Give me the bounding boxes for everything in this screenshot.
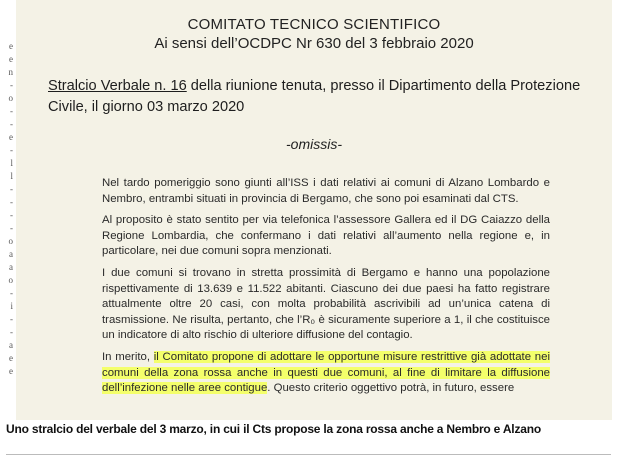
strip-char: - xyxy=(10,327,13,337)
strip-char: a xyxy=(9,340,13,350)
paragraph-4-start: In merito, xyxy=(102,350,154,363)
strip-char: - xyxy=(10,106,13,116)
strip-char: - xyxy=(10,314,13,324)
divider xyxy=(6,454,611,455)
paragraph-1: Nel tardo pomeriggio sono giunti all’ISS i dati relativi ai comuni di Alzano Lombardo e Nembro, entrambi situati in provincia di Bergamo, che sono poi esaminati dal CTS. xyxy=(102,177,550,205)
paragraph-2: Al proposito è stato sentito per via telefonica l’assessore Gallera ed il DG Caiazzo della Regione Lombardia, che confermano i dati relativi all’aumento nella regione e, in particolare, nei due comuni sopra menzionati. xyxy=(102,214,550,258)
adjacent-column-fragment xyxy=(0,40,16,420)
strip-char: n xyxy=(8,67,13,77)
minutes-heading xyxy=(48,76,593,118)
minutes-number: Stralcio Verbale n. 16 xyxy=(48,78,187,94)
strip-char: o xyxy=(8,236,13,246)
strip-char: o xyxy=(8,275,13,285)
strip-char: - xyxy=(10,288,13,298)
image-caption: Uno stralcio del verbale del 3 marzo, in cui il Cts propose la zona rossa anche a Nembro e Alzano xyxy=(6,422,541,436)
strip-char: - xyxy=(10,223,13,233)
strip-char: e xyxy=(9,366,13,376)
committee-title: COMITATO TECNICO SCIENTIFICO xyxy=(187,16,441,33)
strip-char: i xyxy=(10,301,13,311)
minutes-body xyxy=(102,176,550,403)
ordinance-reference: Ai sensi dell’OCDPC Nr 630 del 3 febbraio 2020 xyxy=(154,35,474,52)
strip-char: a xyxy=(9,249,13,259)
strip-char: - xyxy=(10,145,13,155)
strip-char: e xyxy=(9,54,13,64)
strip-char: - xyxy=(10,197,13,207)
strip-char: e xyxy=(9,132,13,142)
minutes-heading-rest: della riunione tenuta, presso il Dipartimento della Protezione Civile, il giorno 03 marzo 2020 xyxy=(48,78,581,115)
highlighted-proposal: il Comitato propone di adottare le opportune misure restrittive già adottate nei comuni della zona rossa anche in questi due comuni, al fine di limitare la diffusione dell’infezione nelle aree contigue xyxy=(102,350,550,395)
strip-char: l xyxy=(10,158,13,168)
strip-char: l xyxy=(10,171,13,181)
strip-char: - xyxy=(10,119,13,129)
strip-char: - xyxy=(10,80,13,90)
document-scan xyxy=(16,0,612,420)
paragraph-4-end: . Questo criterio oggettivo potrà, in futuro, essere xyxy=(267,382,515,395)
strip-char: a xyxy=(9,262,13,272)
strip-char: e xyxy=(9,41,13,51)
paragraph-3: I due comuni si trovano in stretta prossimità di Bergamo e hanno una popolazione rispettivamente di 13.639 e 11.522 abitanti. Ciascuno dei due paesi ha fatto registrare attualmente oltre 20 casi, con molta probabilità ascrivibili ad un’unica catena di trasmissione. Ne risulta, pertanto, che l’R₀ è sicuramente superiore a 1, il che costituisce un indicatore di alto rischio di ulteriore diffusione del contagio. xyxy=(102,266,550,342)
strip-char: e xyxy=(9,353,13,363)
strip-char: - xyxy=(10,184,13,194)
strip-char: - xyxy=(10,210,13,220)
omissis-marker: -omissis- xyxy=(286,136,342,152)
paragraph-4 xyxy=(102,350,550,397)
strip-char: o xyxy=(8,93,13,103)
